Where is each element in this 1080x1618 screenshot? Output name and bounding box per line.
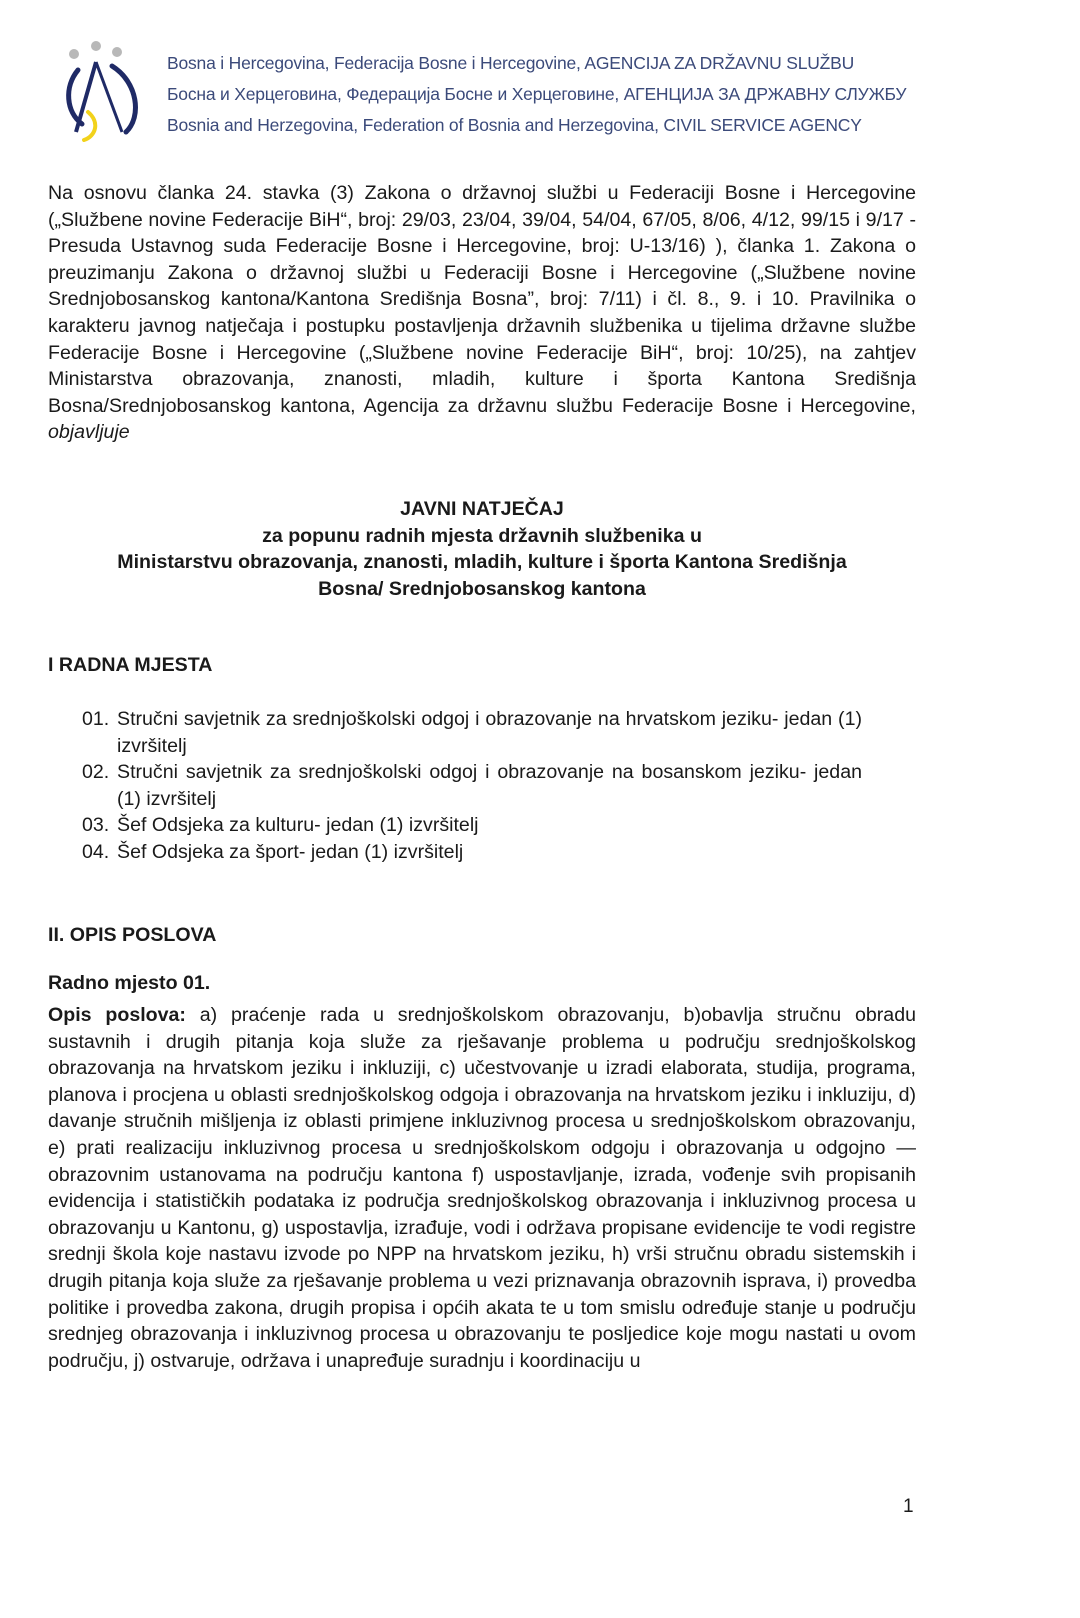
- list-item: [82, 812, 862, 839]
- list-number: 03.: [82, 814, 110, 837]
- position-subheading: Radno mjesto 01.: [48, 972, 211, 994]
- list-text: Stručni savjetnik za srednjoškolski odgoj i obrazovanje na hrvatskom jeziku- jedan (1) izvršitelj: [117, 708, 862, 757]
- section-heading-positions: I RADNA MJESTA: [48, 654, 213, 676]
- description-label: Opis poslova:: [48, 1004, 186, 1026]
- agency-name-latin: Bosna i Hercegovina, Federacija Bosne i Hercegovine, AGENCIJA ZA DRŽAVNU SLUŽBU: [167, 53, 855, 73]
- job-description: [48, 1002, 916, 1374]
- positions-list: [82, 706, 862, 866]
- agency-name-english: Bosnia and Herzegovina, Federation of Bosnia and Herzegovina, CIVIL SERVICE AGENCY: [167, 115, 862, 135]
- letterhead: [60, 32, 960, 142]
- intro-paragraph: [48, 180, 916, 446]
- list-number: 04.: [82, 840, 110, 863]
- title-line-4: Bosna/ Srednjobosanskog kantona: [318, 577, 646, 600]
- list-item: [82, 706, 862, 759]
- agency-logo-icon: [60, 32, 160, 142]
- document-title: [48, 496, 916, 602]
- list-text: Šef Odsjeka za kulturu- jedan (1) izvršitelj: [117, 814, 479, 837]
- intro-paragraph-block: [48, 180, 916, 446]
- list-number: 01.: [82, 708, 110, 730]
- list-number: 02.: [82, 761, 110, 784]
- title-line-2: za popunu radnih mjesta državnih službenika u: [262, 524, 702, 547]
- list-item: [82, 839, 862, 866]
- page-number: 1: [903, 1496, 914, 1517]
- description-text: a) praćenje rada u srednjoškolskom obrazovanju, b)obavlja stručnu obradu sustavnih i drugih pitanja koja služe za rješavanje problema u području srednjoškolskog obrazovanja na hrvatskom jeziku i inkluziji, c) učestvovanje u izradi elaborata, studija, programa, planova i procjena u oblasti srednjoškolskog odgoja i obrazovanja na hrvatskom jeziku i inkluziju, d) davanje stručnih mišljenja iz oblasti primjene inkluzivnog procesa u srednjoškolskom obrazovanju, e) prati realizaciju inkluzivnog procesa u srednjoškolskom odgoju i obrazovanja u odgojno — obrazovnim ustanovama na području kantona f) uspostavljanje, izrada, vođenje svih propisanih evidencija i statističkih podataka iz područja srednjoškolskog obrazovanja i inkluzivnog procesa u obrazovanju u Kantonu, g) uspostavlja, izrađuje, vodi i održava propisane evidencije te vodi registre srednji škola koje nastavu izvode po NPP na hrvatskom jeziku, h) vrši stručnu obradu sistemskih i drugih pitanja koja služe za rješavanje problema u vezi priznavanja obrazovnih isprava, i) provedba politike i provedba zakona, drugih propisa i općih akata te u tom smislu određuje stanje u području srednjeg obrazovanja i inkluzivnog procesa u obrazovanju te posljedice koje mogu nastati u ovom području, j) ostvaruje, održava i unapređuje suradnju i koordinaciju u: [48, 1004, 916, 1372]
- intro-closing: objavljuje: [48, 421, 130, 444]
- agency-name-cyrillic: Босна и Херцеговина, Федерација Босне и Херцеговине, АГЕНЦИЈА ЗА ДРЖАВНУ СЛУЖБУ: [167, 84, 907, 104]
- list-item: [82, 759, 862, 812]
- intro-text: Na osnovu članka 24. stavka (3) Zakona o državnoj službi u Federaciji Bosne i Hercegovine („Službene novine Federacije BiH“, broj: 29/03, 23/04, 39/04, 54/04, 67/05, 8/06, 4/12, 99/15 i 9/17 - Presuda Ustavnog suda Federacije Bosne i Hercegovine, broj: U-13/16) ), članka 1. Zakona o preuzimanju Zakona o državnoj službi u Federaciji Bosne i Hercegovine („Službene novine Srednjobosanskog kantona/Kantona Središnja Bosna”, broj: 7/11) i čl. 8., 9. i 10. Pravilnika o karakteru javnog natječaja i postupku postavljenja državnih službenika u tijelima državne službe Federacije Bosne i Hercegovine („Službene novine Federacije BiH“, broj: 10/25), na zahtjev Ministarstva obrazovanja, znanosti, mladih, kulture i športa Kantona Središnja Bosna/Srednjobosanskog kantona, Agencija za državnu službu Federacije Bosne i Hercegovine,: [48, 182, 916, 417]
- section-heading-job-description: II. OPIS POSLOVA: [48, 924, 217, 946]
- title-line-3: Ministarstvu obrazovanja, znanosti, mladih, kulture i športa Kantona Središnja: [117, 551, 847, 574]
- title-line-1: JAVNI NATJEČAJ: [400, 498, 564, 520]
- list-text: Stručni savjetnik za srednjoškolski odgoj i obrazovanje na bosanskom jeziku- jedan (1) izvršitelj: [117, 761, 862, 810]
- list-text: Šef Odsjeka za šport- jedan (1) izvršitelj: [117, 840, 464, 863]
